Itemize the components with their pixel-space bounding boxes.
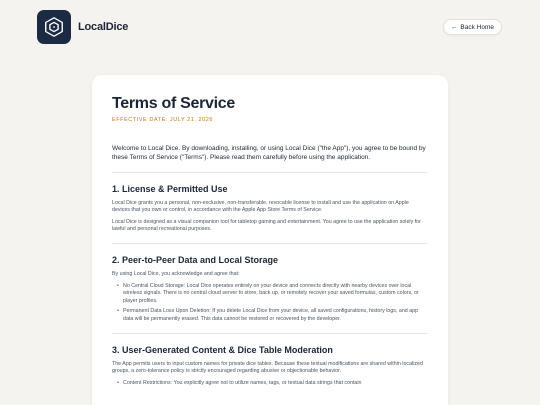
section-license [112, 183, 428, 234]
top-bar [0, 0, 540, 54]
list-item: • No Central Cloud Storage: Local Dice operates entirely on your device and connects directly with nearby devices over local wireless signals. There is no central cloud server to store, back up, or remotely recover your saved formulas, custom colors, or player profiles. [117, 282, 419, 304]
brand-name: LocalDice [78, 21, 129, 33]
divider [112, 333, 428, 334]
section-heading: 1. License & Permitted Use [112, 183, 228, 194]
bullet-list [117, 283, 428, 324]
divider [112, 243, 428, 244]
effective-date: EFFECTIVE DATE: JULY 21, 2026 [112, 117, 213, 123]
section-paragraph: Local Dice is designed as a visual companion tool for tabletop gaming and entertainment. You agree to use the application solely for lawful and personal recreational purposes. [112, 218, 421, 233]
back-home-label: Back Home [460, 23, 494, 31]
section-user-content [112, 344, 428, 388]
section-heading: 2. Peer-to-Peer Data and Local Storage [112, 254, 279, 265]
page-title: Terms of Service [112, 95, 235, 112]
left-arrow-icon: ← [450, 23, 458, 31]
divider [112, 172, 428, 173]
list-item: • Permanent Data Loss Upon Deletion: If you delete Local Dice from your device, all saved configurations, history logs, and app data will be permanently erased. This data cannot be restored or recovered by the developer. [117, 308, 419, 322]
section-heading: 3. User-Generated Content & Dice Table Moderation [112, 344, 333, 355]
terms-card [92, 75, 448, 405]
brand[interactable] [37, 10, 128, 44]
section-peer-to-peer [112, 254, 428, 324]
section-paragraph: By using Local Dice, you acknowledge and agree that: [112, 270, 240, 277]
back-home-button[interactable] [443, 19, 502, 35]
bullet-list [117, 380, 428, 388]
section-paragraph: The App permits users to input custom names for private dice tables. Because these textual modifications are shared within localized groups, a zero-tolerance policy is strictly encouraged regarding abusive or objectionable behavior. [112, 360, 423, 375]
section-paragraph: Local Dice grants you a personal, non-exclusive, non-transferable, revocable license to install and use the application on Apple devices that you own or control, in accordance with the Apple App Store Terms of Service. [112, 199, 409, 214]
dice-logo-icon [37, 10, 71, 44]
list-item: • Content Restrictions: You explicitly agree not to utilize names, tags, or textual data strings that contain [117, 379, 362, 386]
intro-text: Welcome to Local Dice. By downloading, installing, or using Local Dice ("the App"), you agree to be bound by these Terms of Service ("Terms"). Please read them carefully before using the application. [112, 145, 426, 162]
